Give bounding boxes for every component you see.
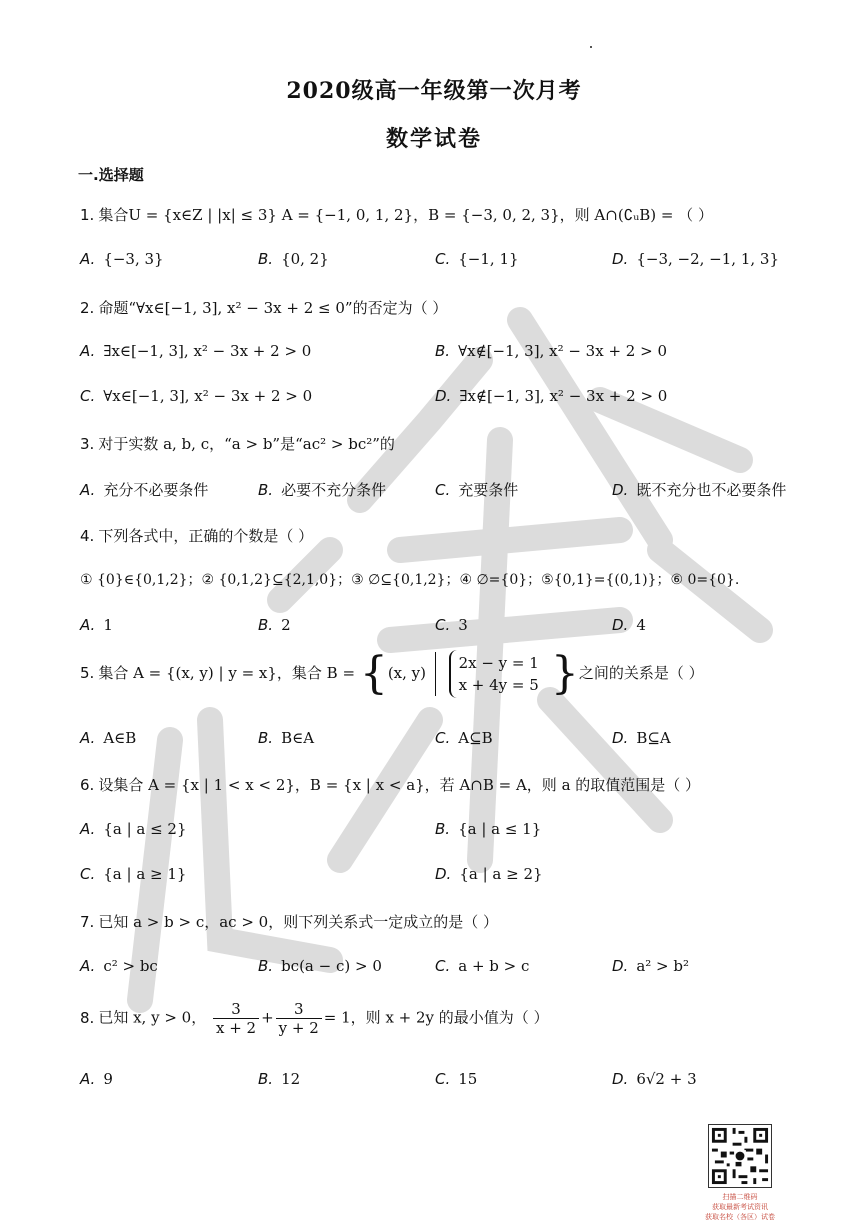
- q3-option-a[interactable]: A. 充分不必要条件: [80, 481, 209, 499]
- question-text: 集合U = {x∈Z | |x| ≤ 3} A = {−1, 0, 1, 2}，B = {−3, 0, 2, 3}，则 A∩(∁ᵤB) = （ ）: [98, 206, 713, 224]
- q1-option-c[interactable]: C. {−1, 1}: [435, 250, 519, 268]
- question-2: 2. 命题“∀x∈[−1, 3], x² − 3x + 2 ≤ 0”的否定为（ ）: [80, 299, 448, 317]
- qr-caption-2: 获取最新考试资讯: [712, 1203, 768, 1211]
- q4-option-a[interactable]: A. 1: [80, 616, 113, 634]
- question-8: 8. 已知 x, y > 0， $\frac{3}{x + 2}$ + $\frac{3}{y + 2}$ = 1，则 x + 2y 的最小值为（ ）: [80, 1000, 549, 1037]
- q5-option-b[interactable]: B. B∈A: [258, 729, 315, 747]
- q6-option-d[interactable]: D. {a | a ≥ 2}: [435, 865, 543, 883]
- exam-title: 2020级高一年级第一次月考: [286, 78, 582, 104]
- q5-option-d[interactable]: D. B⊆A: [612, 729, 671, 747]
- fraction-1: $\frac{3}{x + 2}$: [213, 1000, 259, 1037]
- qr-caption-1: 扫描二维码: [722, 1193, 758, 1201]
- question-4-items: ① {0}∈{0,1,2}；② {0,1,2}⊆{2,1,0}；③ ∅⊆{0,1,2}；④ ∅={0}；⑤{0,1}={(0,1)}；⑥ 0={0}.: [80, 572, 740, 588]
- q8-option-b[interactable]: B. 12: [258, 1070, 301, 1088]
- question-number: 1.: [80, 206, 95, 224]
- q6-option-c[interactable]: C. {a | a ≥ 1}: [80, 865, 187, 883]
- q1-option-d[interactable]: D. {−3, −2, −1, 1, 3}: [612, 250, 779, 268]
- question-7: 7. 已知 a > b > c，ac > 0，则下列关系式一定成立的是（ ）: [80, 913, 498, 931]
- section-heading: 一.选择题: [78, 166, 144, 184]
- q1-option-a[interactable]: A. {−3, 3}: [80, 250, 164, 268]
- q8-option-a[interactable]: A. 9: [80, 1070, 113, 1088]
- q5-option-c[interactable]: C. A⊆B: [435, 729, 493, 747]
- question-4: 4. 下列各式中，正确的个数是（ ）: [80, 527, 314, 545]
- question-6: 6. 设集合 A = {x | 1 < x < 2}，B = {x | x < a}，若 A∩B = A，则 a 的取值范围是（ ）: [80, 776, 701, 794]
- q7-option-c[interactable]: C. a + b > c: [435, 957, 530, 975]
- speck: [590, 46, 592, 48]
- q8-option-d[interactable]: D. 6√2 + 3: [612, 1070, 697, 1088]
- question-3: 3. 对于实数 a, b, c，“a > b”是“ac² > bc²”的: [80, 435, 395, 453]
- q4-option-b[interactable]: B. 2: [258, 616, 291, 634]
- exam-subtitle: 数学试卷: [385, 126, 482, 152]
- q7-option-b[interactable]: B. bc(a − c) > 0: [258, 957, 382, 975]
- q2-option-c[interactable]: C. ∀x∈[−1, 3], x² − 3x + 2 > 0: [80, 387, 313, 405]
- q1-option-b[interactable]: B. {0, 2}: [258, 250, 329, 268]
- q2-option-b[interactable]: B. ∀x∉[−1, 3], x² − 3x + 2 > 0: [435, 342, 667, 360]
- q8-option-c[interactable]: C. 15: [435, 1070, 478, 1088]
- brace-right-icon: }: [550, 648, 579, 699]
- q4-option-d[interactable]: D. 4: [612, 616, 646, 634]
- q3-option-d[interactable]: D. 既不充分也不必要条件: [612, 481, 787, 499]
- qr-caption-3: 获取名校（各区）试卷: [705, 1213, 775, 1221]
- q7-option-d[interactable]: D. a² > b²: [612, 957, 690, 975]
- q4-option-c[interactable]: C. 3: [435, 616, 468, 634]
- q6-option-a[interactable]: A. {a | a ≤ 2}: [80, 820, 187, 838]
- qr-code-icon[interactable]: [708, 1124, 772, 1188]
- q7-option-a[interactable]: A. c² > bc: [80, 957, 158, 975]
- question-1: [80, 204, 713, 225]
- q3-option-c[interactable]: C. 充要条件: [435, 481, 519, 499]
- q5-option-a[interactable]: A. A∈B: [80, 729, 137, 747]
- q2-option-a[interactable]: A. ∃x∈[−1, 3], x² − 3x + 2 > 0: [80, 342, 312, 360]
- q6-option-b[interactable]: B. {a | a ≤ 1}: [435, 820, 542, 838]
- q2-option-d[interactable]: D. ∃x∉[−1, 3], x² − 3x + 2 > 0: [435, 387, 668, 405]
- fraction-2: $\frac{3}{y + 2}$: [276, 1000, 322, 1037]
- q3-option-b[interactable]: B. 必要不充分条件: [258, 481, 387, 499]
- question-5: 5. 集合 A = {(x, y) | y = x}，集合 B = {(x, y) 2x − y = 1 x + 4y = 5 }之间的关系是（ ）: [80, 648, 704, 699]
- equation-system: 2x − y = 1 x + 4y = 5: [449, 650, 547, 698]
- brace-left-icon: {: [359, 648, 388, 699]
